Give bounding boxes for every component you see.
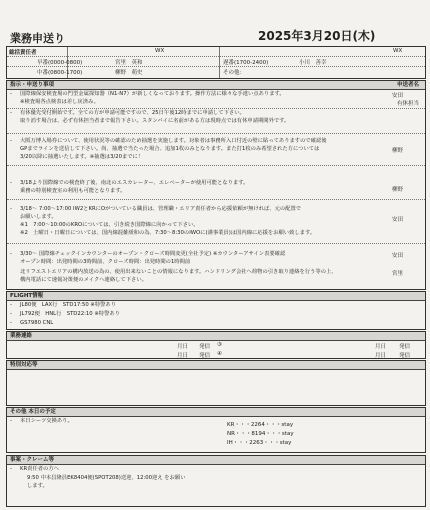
mid-shift-name: 柳野 萌史 <box>115 70 143 76</box>
flight-bullet-2: - <box>10 320 12 326</box>
late-shift-label: 遅番(1700-2400) <box>223 60 269 66</box>
business-row-1-date2: 月日 <box>375 353 387 359</box>
item-2-line-2: 3/20以降に抽選いたします。※抽選は3/20までに！ <box>20 154 144 160</box>
wx-right: WX <box>393 48 403 54</box>
business-row-0-sender2: 発信 <box>399 344 411 350</box>
item-3-line-1: 乗務の特別検査室の利用も可能となります。 <box>20 188 126 194</box>
summary-label: 総括責任者 <box>9 50 37 56</box>
item-3-line-0: 3/18より国際線での検査終了後、南北のエスカレーター、エレベーターが使用可能となります。 <box>20 180 249 186</box>
bullet-5: - <box>10 251 12 257</box>
business-header: 業務連絡 <box>7 332 425 341</box>
bullet-2: - <box>10 138 12 144</box>
item-3-sender: 柳野 <box>391 187 403 193</box>
item-0-sender: 安田 <box>391 93 403 99</box>
business-row-0-num: ③ <box>217 342 222 348</box>
item-4-line-3: ※2 土曜日・日曜日については、国内線混雑緩和の為、7:30～8:30のIWOに(謹事業員)は国内線に応援をお願い致します。 <box>20 230 316 236</box>
incidents-section <box>6 455 426 507</box>
instructions-section <box>6 80 426 290</box>
incidents-bullet-0: - <box>10 466 12 472</box>
stay-0: KR・・・2264・・・stay <box>227 422 294 428</box>
incidents-line-1: します。 <box>27 483 48 489</box>
flight-bullet-1: - <box>10 311 12 317</box>
late-shift-name: 小川 善幸 <box>299 60 327 66</box>
flight-item-2: GS7980 CNL <box>20 320 54 326</box>
wx-left: WX <box>155 48 165 54</box>
bullet-4: - <box>10 206 12 212</box>
item-5-sender-2: 宮里 <box>391 271 403 277</box>
other-bullet-0: - <box>10 418 12 424</box>
flight-header: FLIGHT情報 <box>7 292 425 301</box>
item-0-line-1: ※検査場各点検表は差し戻済み。 <box>20 99 99 105</box>
item-4-line-0: 3/18～ 7:00～17:00 IW2とKRにOがついている職員は、管理職・エリア責任者から応援依頼が無ければ、元の配置で <box>20 206 302 212</box>
item-1-line-0: 有休優先受付開始です。全ての方が申請可能ですので、25日午後12時までに申請して下さい。 <box>20 110 245 116</box>
incidents-line-0: 9:50 中本昌隆員EK8404便(SPOT208)送迎、12:00迎え をお願い <box>27 475 186 481</box>
incidents-item-0: KR責任者の方へ <box>20 466 59 472</box>
flight-bullet-0: - <box>10 302 12 308</box>
item-1-sender: 有休担当 <box>396 101 419 107</box>
business-row-0-sender: 発信 <box>199 344 211 350</box>
item-0-line-0: 国際線保安検査場の門型金属探知器（N1-N7）が新しくなっております。操作方法に様々な手違い点あります。 <box>20 91 285 97</box>
special-section <box>6 360 426 406</box>
other-label: その他： <box>223 70 246 76</box>
bullet-1: - <box>10 110 12 116</box>
report-date: 2025年3月20日(木) <box>258 29 376 43</box>
instructions-header <box>7 81 425 90</box>
item-5-line-2: 北リフエストエリアの構内放送の為の、使用出来ないことの情報になります。ハンドリング会社へ荷物の引き取り連絡を行う等の上、 <box>20 269 337 275</box>
bullet-0: - <box>10 91 12 97</box>
business-row-0-date2: 月日 <box>375 344 387 350</box>
item-4-line-1: お願いします。 <box>20 214 57 220</box>
item-5-line-0: 3/30～ 国際線チェックインカウンターのオープン・クローズ時間変更(全社予定) ※カウンターアサイン表要確認 <box>20 251 286 257</box>
flight-item-0: JL80便 LAX行 STD17:50 ※特警あり <box>20 302 117 308</box>
business-row-1-date: 月日 <box>177 353 189 359</box>
stay-2: IH・・・2263・・・stay <box>227 440 292 446</box>
item-2-line-0: 大阪万博入場券について、使用状況等の確認のため抽選を実施します。対象者は事務所入口付近の壁に貼ってありますので確認後 <box>20 138 327 144</box>
mid-shift-label: 中番(0800-1700) <box>37 70 83 76</box>
business-row-1-num: ④ <box>217 351 222 357</box>
page-title: 業務申送り <box>10 32 65 45</box>
business-row-0-date: 月日 <box>177 344 189 350</box>
other-section <box>6 407 426 453</box>
instructions-label: 指示・申送り事項 <box>10 82 55 88</box>
incidents-header: 事案・クレーム等 <box>7 456 425 465</box>
item-5-line-1: オープン時間：出発時間の3時間前、クローズ時間：出発時間の1時間前 <box>20 259 191 265</box>
item-2-sender: 柳野 <box>391 148 403 154</box>
item-5-sender: 安田 <box>391 253 403 259</box>
business-section <box>6 331 426 359</box>
summary-table <box>6 46 426 79</box>
other-header: その他 本日の予定 <box>7 408 425 417</box>
sender-column-label: 申送者名 <box>396 82 419 88</box>
item-2-line-1: GPまでラインを送信して下さい。尚、抽選で当たった場合、追加1枚のみとなります。また打1枚のみ希望された方については <box>20 146 320 152</box>
item-1-line-1: 取り消す場合は、必ず有休担当者まで報告下さい。スタンバイに名前がある方は現時点では有休申請期間外です。 <box>20 118 290 124</box>
flight-item-1: JL792便 HNL行 STD22:10 ※特警あり <box>20 311 120 317</box>
business-row-1-sender2: 発信 <box>399 353 411 359</box>
bullet-3: - <box>10 180 12 186</box>
item-5-line-3: 構内電話にて速報対策便のメイクへ連絡して下さい。 <box>20 277 147 283</box>
special-header: 特別対応等 <box>7 361 425 370</box>
other-item-0: 本日シーツ交換あり。 <box>20 418 73 424</box>
item-4-line-2: ※1 7:00～10:00のKROについては、引き続き国際線に向かって下さい。 <box>20 222 199 228</box>
stay-1: NR・・・8194・・・stay <box>227 431 294 437</box>
early-shift-label: 早番(0000-0800) <box>37 60 83 66</box>
flight-section <box>6 291 426 330</box>
business-row-1-sender: 発信 <box>199 353 211 359</box>
early-shift-name: 宮里 英和 <box>115 60 143 66</box>
item-4-sender: 安田 <box>391 217 403 223</box>
